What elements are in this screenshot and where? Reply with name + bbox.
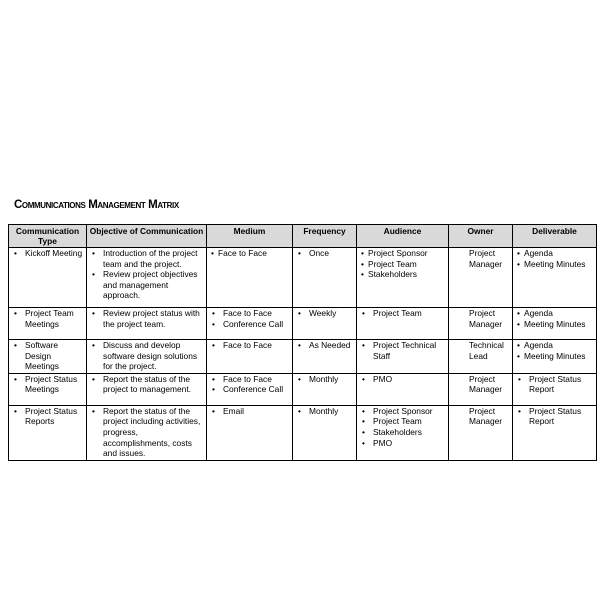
table-row	[9, 373, 597, 405]
table-row	[9, 248, 597, 308]
cell-owner: Technical Lead	[449, 340, 513, 374]
list-item: • Conference Call	[223, 384, 289, 395]
header-communication-type: Communication Type	[9, 225, 87, 248]
cell-deliverable	[513, 405, 597, 460]
table-row	[9, 308, 597, 340]
cell-owner: Project Manager	[449, 248, 513, 308]
cell-deliverable	[513, 308, 597, 340]
list-item: • Face to Face	[223, 374, 289, 385]
cell-owner: Project Manager	[449, 405, 513, 460]
list-item: • Discuss and develop software design solutions for the project.	[103, 340, 203, 372]
list-item: • Project Sponsor	[373, 406, 445, 417]
cell-objective	[87, 248, 207, 308]
cell-medium	[207, 405, 293, 460]
header-frequency: Frequency	[293, 225, 357, 248]
list-item: • Project Team	[368, 259, 445, 270]
list-item: • Meeting Minutes	[524, 259, 593, 270]
list-item: • Agenda	[524, 308, 593, 319]
cell-frequency	[293, 248, 357, 308]
cell-frequency	[293, 308, 357, 340]
cell-audience	[357, 405, 449, 460]
list-item: • Meeting Minutes	[524, 319, 593, 330]
list-item: • PMO	[373, 438, 445, 449]
list-item: • Stakeholders	[373, 427, 445, 438]
list-item: • Project Status Reports	[25, 406, 83, 427]
cell-objective	[87, 340, 207, 374]
list-item: • Email	[223, 406, 289, 417]
list-item: • Face to Face	[218, 248, 289, 259]
list-item: • Face to Face	[223, 340, 289, 351]
cell-frequency	[293, 373, 357, 405]
list-item: • Project Team	[373, 416, 445, 427]
cell-audience	[357, 340, 449, 374]
list-item: • Face to Face	[223, 308, 289, 319]
list-item: • Software Design Meetings	[25, 340, 83, 372]
table-row	[9, 405, 597, 460]
cell-medium	[207, 373, 293, 405]
cell-medium	[207, 308, 293, 340]
list-item: • Weekly	[309, 308, 353, 319]
list-item: • Agenda	[524, 248, 593, 259]
cell-objective	[87, 405, 207, 460]
list-item: • Kickoff Meeting	[25, 248, 83, 259]
list-item: • Monthly	[309, 406, 353, 417]
list-item: • Project Team	[373, 308, 445, 319]
list-item: • Project Technical Staff	[373, 340, 445, 361]
cell-audience	[357, 308, 449, 340]
list-item: • As Needed	[309, 340, 353, 351]
document-title: Communications Management Matrix	[14, 199, 179, 211]
header-objective: Objective of Communication	[87, 225, 207, 248]
cell-frequency	[293, 340, 357, 374]
cell-communication-type	[9, 308, 87, 340]
list-item: • Once	[309, 248, 353, 259]
cell-frequency	[293, 405, 357, 460]
list-item: • Meeting Minutes	[524, 351, 593, 362]
cell-deliverable	[513, 340, 597, 374]
list-item: • Project Sponsor	[368, 248, 445, 259]
list-item: • Introduction of the project team and the project.	[103, 248, 203, 269]
cell-objective	[87, 308, 207, 340]
cell-communication-type	[9, 405, 87, 460]
cell-medium	[207, 248, 293, 308]
cell-owner: Project Manager	[449, 308, 513, 340]
cell-communication-type	[9, 373, 87, 405]
list-item: • Conference Call	[223, 319, 289, 330]
list-item: • Project Team Meetings	[25, 308, 83, 329]
list-item: • Stakeholders	[368, 269, 445, 280]
cell-deliverable	[513, 373, 597, 405]
cell-communication-type	[9, 248, 87, 308]
cell-owner: Project Manager	[449, 373, 513, 405]
list-item: • Report the status of the project including activities, progress, accomplishments, costs and issues.	[103, 406, 203, 459]
list-item: • Project Status Report	[529, 406, 593, 427]
list-item: • Agenda	[524, 340, 593, 351]
header-owner: Owner	[449, 225, 513, 248]
list-item: • Review project objectives and management approach.	[103, 269, 203, 301]
list-item: • Project Status Report	[529, 374, 593, 395]
list-item: • Report the status of the project to management.	[103, 374, 203, 395]
list-item: • Review project status with the project team.	[103, 308, 203, 329]
table-row	[9, 340, 597, 374]
cell-audience	[357, 248, 449, 308]
header-deliverable: Deliverable	[513, 225, 597, 248]
cell-audience	[357, 373, 449, 405]
header-row	[9, 225, 597, 248]
cell-deliverable	[513, 248, 597, 308]
header-audience: Audience	[357, 225, 449, 248]
cell-communication-type	[9, 340, 87, 374]
cell-objective	[87, 373, 207, 405]
cell-medium	[207, 340, 293, 374]
header-medium: Medium	[207, 225, 293, 248]
communications-matrix-table	[8, 224, 597, 461]
list-item: • Project Status Meetings	[25, 374, 83, 395]
list-item: • Monthly	[309, 374, 353, 385]
list-item: • PMO	[373, 374, 445, 385]
